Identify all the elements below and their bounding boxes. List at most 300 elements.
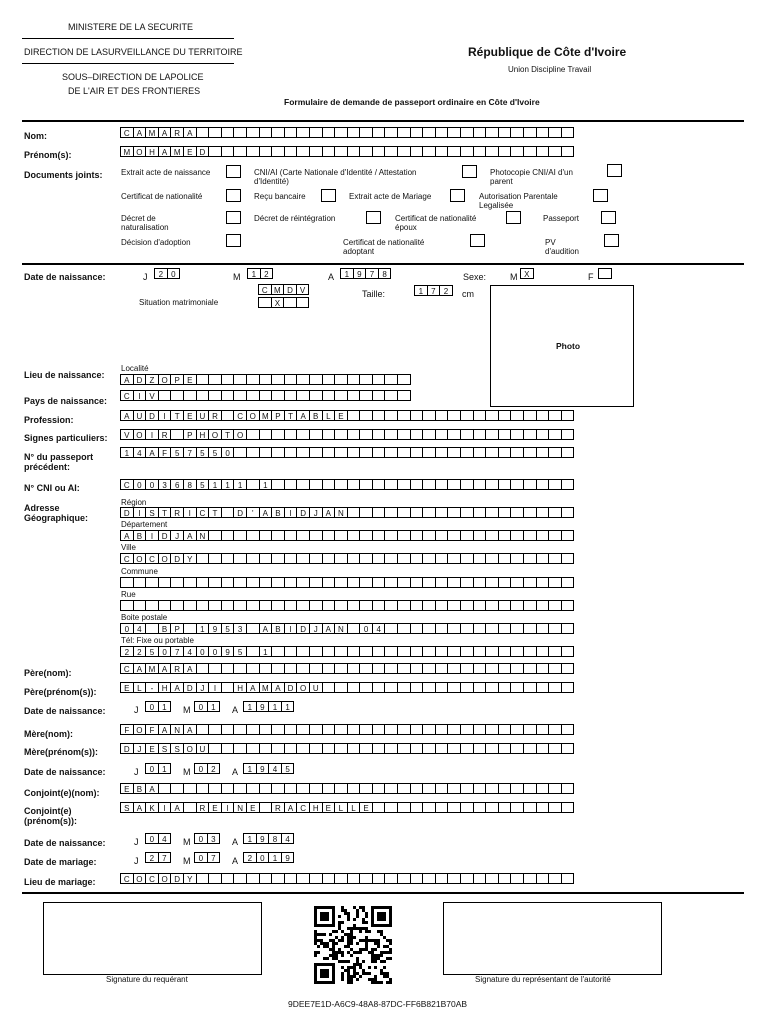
char-cell [372,127,386,138]
char-cell: 0 [133,479,147,490]
conjoint-day-field[interactable] [145,833,170,844]
doc-decision-checkbox[interactable] [226,234,241,247]
cni-field[interactable] [120,479,573,490]
char-cell: H [233,682,247,693]
char-cell [246,553,260,564]
char-cell [548,724,562,735]
char-cell [485,410,499,421]
char-cell: V [120,429,134,440]
char-cell: O [296,682,310,693]
birth-day-field[interactable] [154,268,179,279]
char-cell [548,410,562,421]
mariage-day-field[interactable] [145,852,170,863]
char-cell [347,663,361,674]
char-cell: A [183,724,197,735]
boite-field[interactable] [120,623,573,634]
char-cell [309,530,323,541]
char-cell [561,873,575,884]
char-cell [359,553,373,564]
char-cell [322,783,336,794]
char-cell [485,479,499,490]
char-cell: F [158,447,172,458]
char-cell [347,783,361,794]
char-cell: A [158,146,172,157]
profession-field[interactable] [120,410,573,421]
char-cell [548,663,562,674]
doc-cni-checkbox[interactable] [462,165,477,178]
char-cell [145,600,159,611]
char-cell [523,429,537,440]
label-num-passeport: N° du passeport précédent: [24,452,94,472]
passeport-field[interactable] [120,447,573,458]
char-cell [259,783,273,794]
doc-autorisation-checkbox[interactable] [593,189,608,202]
taille-field[interactable] [414,285,452,296]
char-cell [561,146,575,157]
mere-nom-field[interactable] [120,724,573,735]
char-cell [372,646,386,657]
char-cell [372,724,386,735]
char-cell [523,577,537,588]
pere-year-field[interactable] [243,701,293,712]
char-cell [284,146,298,157]
document-code: 9DEE7E1D-A6C9-48A8-87DC-FF6B821B70AB [288,999,468,1009]
char-cell [372,410,386,421]
char-cell: H [145,146,159,157]
char-cell [473,623,487,634]
char-cell: A [120,410,134,421]
char-cell [208,390,222,401]
pays-naissance-field[interactable] [120,390,410,401]
char-cell [284,530,298,541]
ville-field[interactable] [120,553,573,564]
region-field[interactable] [120,507,573,518]
doc-recu: Reçu bancaire [254,192,306,201]
char-cell [536,663,550,674]
char-cell [233,553,247,564]
char-cell [536,479,550,490]
char-cell [221,724,235,735]
char-cell: O [133,873,147,884]
char-cell [359,600,373,611]
char-cell [221,127,235,138]
char-cell [510,623,524,634]
char-cell [322,127,336,138]
doc-pv: PV d'audition [545,238,579,256]
char-cell [208,577,222,588]
doc-decret-reint-checkbox[interactable] [366,211,381,224]
char-cell [372,682,386,693]
char-cell [435,743,449,754]
char-cell: V [296,284,310,295]
char-cell [309,743,323,754]
char-cell: ' [246,507,260,518]
char-cell [322,479,336,490]
char-cell [309,429,323,440]
char-cell: T [284,410,298,421]
birth-month-field[interactable] [247,268,272,279]
mere-day-field[interactable] [145,763,170,774]
conjoint-prenoms-field[interactable] [120,802,573,813]
situation-field[interactable] [258,297,308,308]
char-cell [284,127,298,138]
char-cell [208,553,222,564]
doc-cert-nat-checkbox[interactable] [226,189,241,202]
char-cell [246,724,260,735]
char-cell: I [284,623,298,634]
mariage-month-field[interactable] [194,852,219,863]
char-cell: 8 [268,833,282,844]
char-cell [447,127,461,138]
char-cell [460,623,474,634]
conjoint-month-field[interactable] [194,833,219,844]
char-cell: 7 [207,852,221,863]
char-cell [460,743,474,754]
char-cell: Y [183,553,197,564]
char-cell [498,623,512,634]
char-cell [498,127,512,138]
char-cell [246,783,260,794]
char-cell [322,682,336,693]
char-cell: O [133,429,147,440]
char-cell [233,783,247,794]
char-cell [536,802,550,813]
char-cell [384,507,398,518]
char-cell [397,429,411,440]
departement-field[interactable] [120,530,573,541]
char-cell [233,127,247,138]
char-cell: 4 [372,623,386,634]
char-cell [485,146,499,157]
char-cell [309,724,323,735]
char-cell: N [170,724,184,735]
char-cell: 0 [194,852,208,863]
mariage-a-label: A [232,856,239,866]
sexe-f-checkbox[interactable] [598,268,611,279]
char-cell: 9 [353,268,367,279]
char-cell [309,374,323,385]
subdirection-line-2: DE L'AIR ET DES FRONTIERES [68,86,201,96]
char-cell [548,127,562,138]
char-cell [523,783,537,794]
char-cell [246,479,260,490]
char-cell [158,783,172,794]
pere-prenoms-field[interactable] [120,682,573,693]
rue-field[interactable] [120,600,573,611]
char-cell [334,724,348,735]
char-cell [536,743,550,754]
char-cell [347,724,361,735]
doc-extrait-checkbox[interactable] [226,165,241,178]
char-cell [233,374,247,385]
char-cell: J [309,623,323,634]
char-cell [271,646,285,657]
mere-year-field[interactable] [243,763,293,774]
mere-prenoms-field[interactable] [120,743,573,754]
char-cell [309,553,323,564]
char-cell: J [170,530,184,541]
char-cell: 4 [133,623,147,634]
char-cell [145,577,159,588]
nom-field[interactable] [120,127,573,138]
bottom-rule [22,892,744,894]
conjoint-year-field[interactable] [243,833,293,844]
char-cell: A [183,663,197,674]
char-cell: O [133,146,147,157]
mere-j-label: J [134,767,139,777]
doc-decret-reint: Décret de réintégration [254,214,336,223]
char-cell: C [120,127,134,138]
char-cell [284,429,298,440]
char-cell [359,479,373,490]
prenoms-field[interactable] [120,146,573,157]
char-cell [271,553,285,564]
lieu-naissance-field[interactable] [120,374,410,385]
char-cell: 0 [194,701,208,712]
char-cell [284,724,298,735]
qr-code-icon [314,906,392,984]
char-cell [435,682,449,693]
char-cell [347,743,361,754]
char-cell: C [120,663,134,674]
char-cell [536,783,550,794]
char-cell [359,447,373,458]
char-cell [435,429,449,440]
char-cell [498,530,512,541]
char-cell [410,553,424,564]
char-cell [447,873,461,884]
char-cell: M [271,284,285,295]
char-cell: B [271,507,285,518]
char-cell: P [183,429,197,440]
signature-autorite-box[interactable] [443,902,662,975]
char-cell: 6 [170,479,184,490]
doc-extrait-mariage: Extrait acte de Mariage [349,192,432,201]
char-cell [233,873,247,884]
char-cell: F [120,724,134,735]
char-cell [208,374,222,385]
char-cell [334,429,348,440]
char-cell [485,663,499,674]
char-cell [170,429,184,440]
char-cell [498,600,512,611]
char-cell [460,663,474,674]
char-cell: 9 [208,623,222,634]
doc-pv-checkbox[interactable] [604,234,619,247]
char-cell [309,577,323,588]
doc-photocopie-checkbox[interactable] [607,164,622,177]
char-cell [536,682,550,693]
char-cell [460,127,474,138]
char-cell [422,724,436,735]
signature-requerant-box[interactable] [43,902,262,975]
boite-sublabel: Boite postale [121,613,168,622]
conjoint-nom-field[interactable] [120,783,573,794]
char-cell [372,802,386,813]
char-cell [284,600,298,611]
char-cell: 3 [207,833,221,844]
char-cell [309,600,323,611]
char-cell [473,146,487,157]
char-cell [561,127,575,138]
char-cell [158,390,172,401]
label-nom: Nom: [24,131,47,141]
char-cell: A [158,663,172,674]
label-pere-nom: Père(nom): [24,668,72,678]
mariage-year-field[interactable] [243,852,293,863]
mere-month-field[interactable] [194,763,219,774]
char-cell [536,410,550,421]
char-cell [485,646,499,657]
char-cell [397,127,411,138]
char-cell [422,600,436,611]
char-cell: 4 [133,447,147,458]
pere-day-field[interactable] [145,701,170,712]
char-cell [548,577,562,588]
char-cell: C [233,410,247,421]
label-documents: Documents joints: [24,170,103,180]
char-cell [435,724,449,735]
char-cell [334,374,348,385]
char-cell [397,663,411,674]
char-cell [296,530,310,541]
char-cell [447,530,461,541]
char-cell [221,743,235,754]
char-cell [246,390,260,401]
char-cell [259,553,273,564]
doc-cert-adoptant: Certificat de nationalité adoptant [343,238,425,256]
char-cell [447,663,461,674]
char-cell [208,127,222,138]
char-cell [259,127,273,138]
char-cell: 5 [221,623,235,634]
char-cell: 0 [208,646,222,657]
char-cell [460,507,474,518]
char-cell [233,447,247,458]
char-cell: V [145,390,159,401]
conjoint-m-label: M [183,837,191,847]
char-cell: R [196,802,210,813]
char-cell [510,646,524,657]
char-cell: A [170,682,184,693]
doc-cert-epoux-checkbox[interactable] [506,211,521,224]
char-cell: R [170,507,184,518]
section-rule-1 [22,263,744,265]
char-cell [347,682,361,693]
tel-field[interactable] [120,646,573,657]
char-cell [536,127,550,138]
doc-extrait-mariage-checkbox[interactable] [450,189,465,202]
birth-year-field[interactable] [340,268,390,279]
char-cell [410,447,424,458]
char-cell: I [158,410,172,421]
char-cell: X [271,297,285,308]
lieu-mariage-field[interactable] [120,873,573,884]
mariage-j-label: J [134,856,139,866]
char-cell [347,374,361,385]
char-cell [447,146,461,157]
char-cell [296,663,310,674]
doc-passeport: Passeport [543,214,580,223]
char-cell [259,146,273,157]
char-cell [422,873,436,884]
char-cell [196,724,210,735]
char-cell: 0 [221,447,235,458]
conjoint-a-label: A [232,837,239,847]
char-cell [271,447,285,458]
sexe-m-checkbox[interactable] [520,268,533,279]
char-cell [347,447,361,458]
commune-field[interactable] [120,577,573,588]
char-cell [259,802,273,813]
char-cell: S [158,743,172,754]
char-cell [334,646,348,657]
char-cell [296,577,310,588]
char-cell: A [120,374,134,385]
doc-recu-checkbox[interactable] [321,189,336,202]
char-cell [447,623,461,634]
char-cell [498,646,512,657]
label-pere-date: Date de naissance: [24,706,106,716]
char-cell [196,390,210,401]
char-cell [510,507,524,518]
birth-m-label: M [233,272,241,282]
char-cell: 3 [233,623,247,634]
sexe-label: Sexe: [463,272,487,282]
char-cell: S [145,507,159,518]
pere-month-field[interactable] [194,701,219,712]
char-cell: E [183,410,197,421]
doc-passeport-checkbox[interactable] [601,211,616,224]
char-cell [460,802,474,813]
char-cell [435,783,449,794]
char-cell [410,646,424,657]
char-cell [384,374,398,385]
char-cell [359,146,373,157]
direction-title: DIRECTION DE LASURVEILLANCE DU TERRITOIRE [24,47,243,57]
char-cell [422,802,436,813]
char-cell: O [208,429,222,440]
char-cell [397,553,411,564]
char-cell: A [120,530,134,541]
char-cell [196,783,210,794]
char-cell [221,682,235,693]
doc-decret-nat-checkbox[interactable] [226,211,241,224]
char-cell [473,127,487,138]
pere-nom-field[interactable] [120,663,573,674]
char-cell: A [158,127,172,138]
char-cell: 5 [281,763,295,774]
char-cell: A [271,682,285,693]
char-cell [435,577,449,588]
char-cell: D [284,682,298,693]
char-cell [498,553,512,564]
char-cell: N [334,507,348,518]
char-cell [359,682,373,693]
char-cell [510,127,524,138]
signes-field[interactable] [120,429,573,440]
char-cell: 7 [183,447,197,458]
char-cell [397,743,411,754]
char-cell [485,447,499,458]
doc-decret-nat: Décret de naturalisation [121,214,169,232]
char-cell [196,663,210,674]
char-cell [498,577,512,588]
char-cell [372,507,386,518]
doc-cert-adoptant-checkbox[interactable] [470,234,485,247]
char-cell [422,783,436,794]
char-cell [410,146,424,157]
